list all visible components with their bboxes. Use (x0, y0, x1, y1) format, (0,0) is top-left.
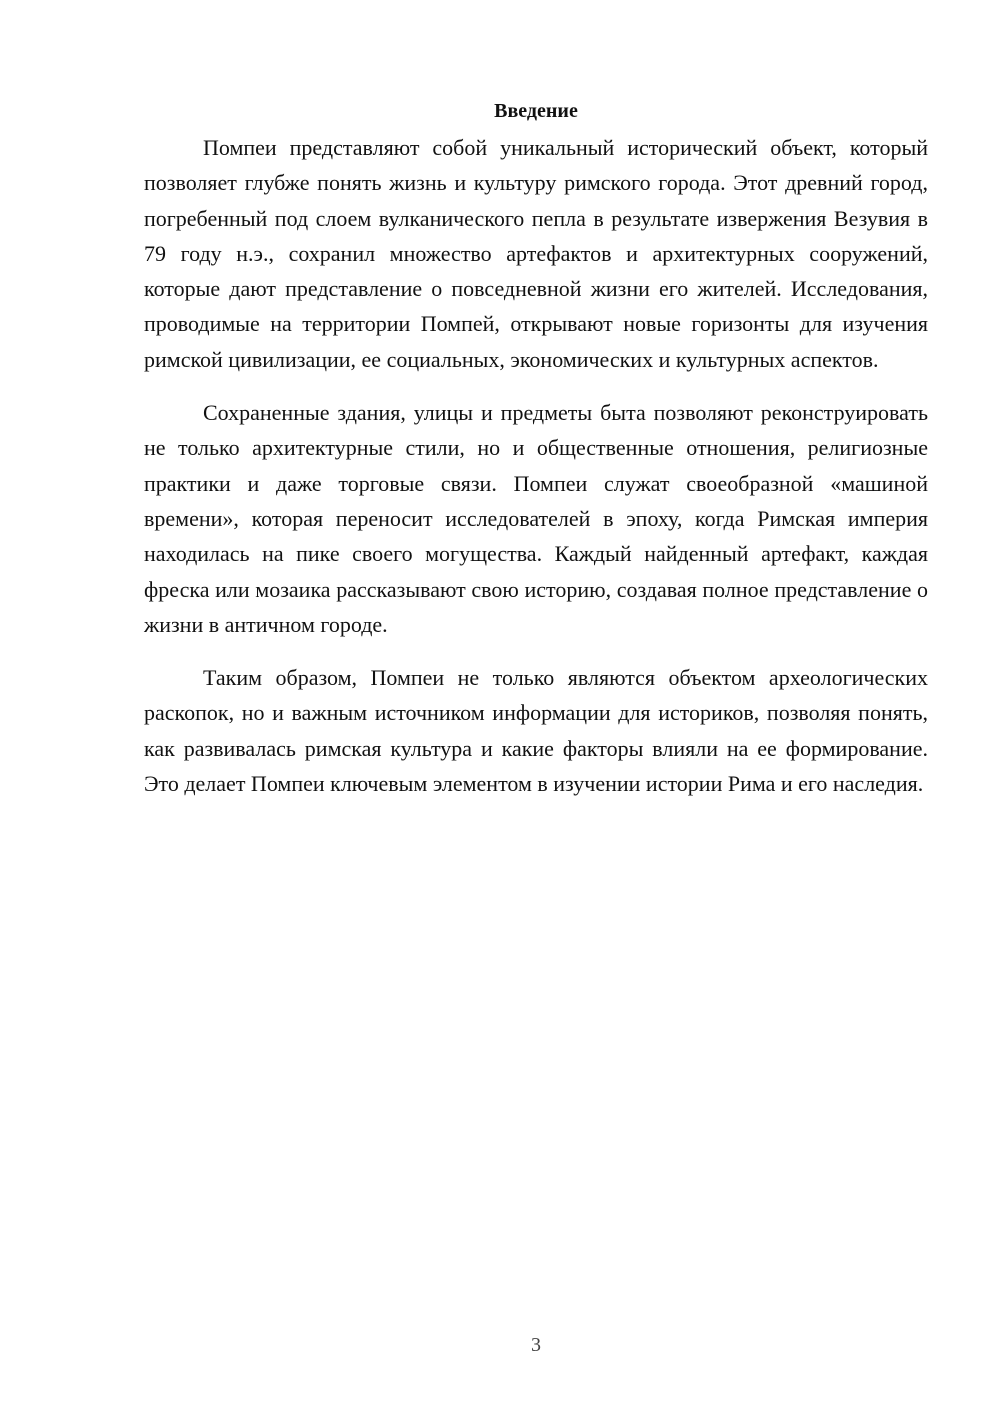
page-content (144, 96, 928, 819)
page-number: 3 (531, 1334, 541, 1356)
paragraph-1: Помпеи представляют собой уникальный исторический объект, который позволяет глубже понять жизнь и культуру римского города. Этот древний город, погребенный под слоем вулканического пепла в результате извержения Везувия в 79 году н.э., сохранил множество артефактов и архитектурных сооружений, которые дают представление о повседневной жизни его жителей. Исследования, проводимые на территории Помпей, открывают новые горизонты для изучения римской цивилизации, ее социальных, экономических и культурных аспектов. (144, 135, 928, 372)
paragraph-3: Таким образом, Помпеи не только являются объектом археологических раскопок, но и важным источником информации для историков, позволяя понять, как развивалась римская культура и какие факторы влияли на ее формирование. Это делает Помпеи ключевым элементом в изучении истории Рима и его наследия. (144, 665, 928, 797)
paragraph-2: Сохраненные здания, улицы и предметы быта позволяют реконструировать не только архитектурные стили, но и общественные отношения, религиозные практики и даже торговые связи. Помпеи служат своеобразной «машиной времени», которая переносит исследователей в эпоху, когда Римская империя находилась на пике своего могущества. Каждый найденный артефакт, каждая фреска или мозаика рассказывают свою историю, создавая полное представление о жизни в античном городе. (144, 400, 928, 637)
section-title: Введение (494, 100, 578, 122)
